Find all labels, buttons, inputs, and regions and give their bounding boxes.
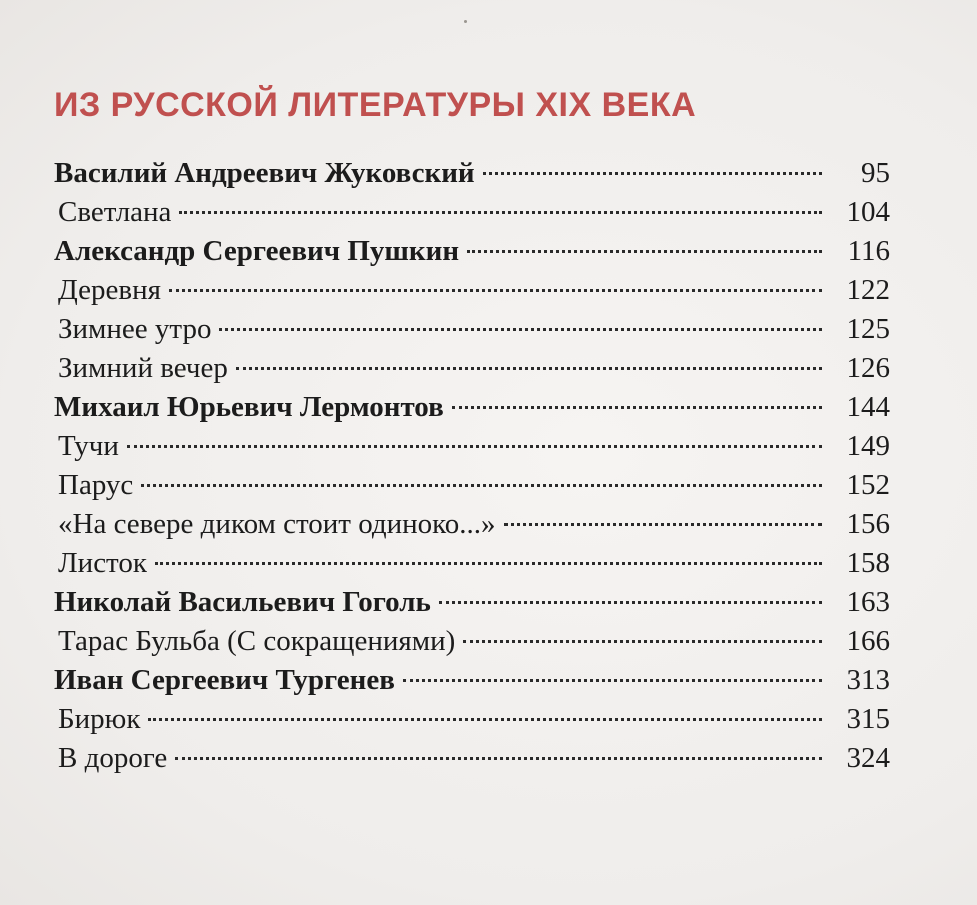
toc-page-number: 315 [846,703,890,735]
dot-leader [483,172,822,175]
dot-leader [467,250,822,253]
toc-page-number: 126 [846,352,890,384]
dot-leader [439,601,822,604]
dot-leader [452,406,822,409]
toc-page-number: 116 [847,235,890,267]
toc-entry-title: Тучи [58,430,119,462]
dot-leader [219,328,822,331]
toc-page-number: 324 [846,742,890,774]
toc-entry [54,427,890,466]
toc-entry-title: Зимнее утро [58,313,212,345]
toc-entry [54,271,890,310]
toc-entry [54,154,890,193]
toc-entry-title: Александр Сергеевич Пушкин [54,235,460,267]
toc-page-number: 163 [846,586,890,618]
dot-leader [179,211,822,214]
toc-entry [54,739,890,778]
toc-page-number: 122 [846,274,890,306]
toc-entry [54,505,890,544]
toc-entry [54,466,890,505]
toc-entry [54,583,890,622]
toc-page-number: 313 [846,664,890,696]
toc-entry-title: Михаил Юрьевич Лермонтов [54,391,444,423]
dot-leader [236,367,822,370]
toc-entry-title: Николай Васильевич Гоголь [54,586,431,618]
toc-entry [54,544,890,583]
toc-entry [54,193,890,232]
dot-leader [141,484,822,487]
toc-page-number: 104 [846,196,890,228]
dot-leader [403,679,822,682]
toc-entry-title: «На севере диком стоит одиноко...» [58,508,496,540]
toc-entry-title: Зимний вечер [58,352,228,384]
dot-leader [175,757,822,760]
toc-page-number: 149 [846,430,890,462]
toc-entry-title: В дороге [58,742,168,774]
toc-entry-title: Тарас Бульба (С сокращениями) [58,625,456,657]
dot-leader [148,718,822,721]
toc-entry [54,700,890,739]
dot-leader [463,640,822,643]
dot-leader [169,289,822,292]
toc-entry-title: Василий Андреевич Жуковский [54,157,475,189]
toc-page-number: 125 [846,313,890,345]
toc-page-number: 166 [846,625,890,657]
paper-speck [464,20,467,23]
toc-page-number: 152 [846,469,890,501]
dot-leader [504,523,822,526]
toc-entry-title: Бирюк [58,703,141,735]
toc-page-number: 158 [846,547,890,579]
dot-leader [127,445,822,448]
toc-entry [54,310,890,349]
section-title: ИЗ РУССКОЙ ЛИТЕРАТУРЫ XIX ВЕКА [54,86,697,124]
toc-entry-title: Листок [58,547,147,579]
dot-leader [155,562,822,565]
toc-entry-title: Парус [58,469,134,501]
toc-entry [54,622,890,661]
toc-entry-title: Светлана [58,196,172,228]
table-of-contents [54,154,890,778]
toc-page-number: 95 [861,157,890,189]
toc-entry [54,349,890,388]
toc-page-number: 156 [846,508,890,540]
toc-entry-title: Иван Сергеевич Тургенев [54,664,395,696]
toc-entry-title: Деревня [58,274,161,306]
toc-entry [54,388,890,427]
toc-entry [54,232,890,271]
toc-page-number: 144 [846,391,890,423]
toc-entry [54,661,890,700]
